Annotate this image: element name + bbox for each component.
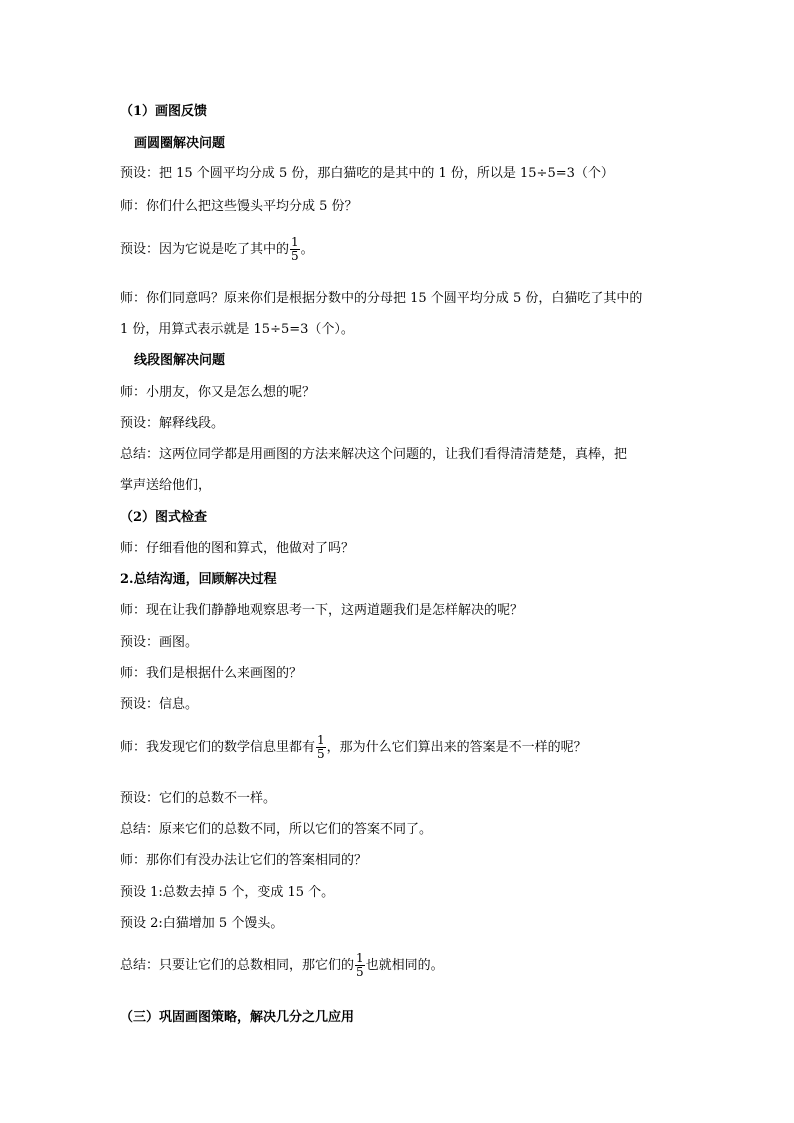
paragraph: 师：你们什么把这些馒头平均分成 5 份？: [120, 199, 358, 214]
fraction-numerator: 1: [317, 733, 325, 747]
paragraph: 预设：画图。: [120, 635, 199, 650]
paragraph: 预设：把 15 个圆平均分成 5 份，那白猫吃的是其中的 1 份，所以是 15÷5=3（个）: [120, 166, 614, 181]
fraction: [355, 952, 365, 979]
fraction-denominator: 5: [291, 249, 299, 263]
subheading-circles: 画圆圈解决问题: [134, 136, 226, 151]
paragraph: 师：仔细看他的图和算式，他做对了吗？: [120, 541, 355, 556]
text: 预设：因为它说是吃了其中的: [120, 242, 290, 257]
text: 总结：只要让它们的总数相同，那它们的: [120, 958, 355, 973]
fraction-numerator: 1: [291, 235, 299, 249]
section-heading-summary: 2.总结沟通，回顾解决过程: [120, 572, 277, 587]
paragraph: 师：我们是根据什么来画图的？: [120, 666, 303, 681]
paragraph: 预设：解释线段。: [120, 416, 225, 431]
paragraph: 总结：原来它们的总数不同，所以它们的答案不同了。: [120, 822, 433, 837]
paragraph: 掌声送给他们，: [120, 478, 212, 493]
paragraph-with-fraction: [120, 236, 314, 263]
section-heading-check: （2）图式检查: [120, 510, 208, 525]
text: 也就相同的。: [365, 958, 444, 973]
fraction: [290, 236, 300, 263]
paragraph: 师：小朋友，你又是怎么想的呢？: [120, 385, 316, 400]
subheading-line-segment: 线段图解决问题: [134, 353, 226, 368]
paragraph: 师：那你们有没办法让它们的答案相同的？: [120, 853, 368, 868]
paragraph: 总结：这两位同学都是用画图的方法来解决这个问题的，让我们看得清清楚楚，真棒，把: [120, 447, 628, 462]
paragraph: 预设 1:总数去掉 5 个，变成 15 个。: [120, 885, 335, 900]
fraction-denominator: 5: [317, 747, 325, 761]
fraction-numerator: 1: [356, 951, 364, 965]
paragraph-with-fraction: [120, 734, 587, 761]
fraction-denominator: 5: [356, 965, 364, 979]
paragraph-with-fraction: [120, 952, 444, 979]
text: 。: [300, 242, 314, 257]
paragraph: 师：你们同意吗？原来你们是根据分数中的分母把 15 个圆平均分成 5 份，白猫吃了其中的: [120, 291, 643, 306]
section-heading-drawing-feedback: （1）画图反馈: [120, 104, 208, 119]
text: 师：我发现它们的数学信息里都有: [120, 740, 316, 755]
text: ，那为什么它们算出来的答案是不一样的呢？: [326, 740, 587, 755]
paragraph: 1 份，用算式表示就是 15÷5=3（个）。: [120, 322, 354, 337]
section-heading-consolidate: （三）巩固画图策略，解决几分之几应用: [120, 1010, 355, 1025]
paragraph: 预设：它们的总数不一样。: [120, 791, 277, 806]
fraction: [316, 734, 326, 761]
paragraph: 预设：信息。: [120, 697, 199, 712]
paragraph: 预设 2:白猫增加 5 个馒头。: [120, 916, 284, 931]
paragraph: 师：现在让我们静静地观察思考一下，这两道题我们是怎样解决的呢？: [120, 603, 524, 618]
